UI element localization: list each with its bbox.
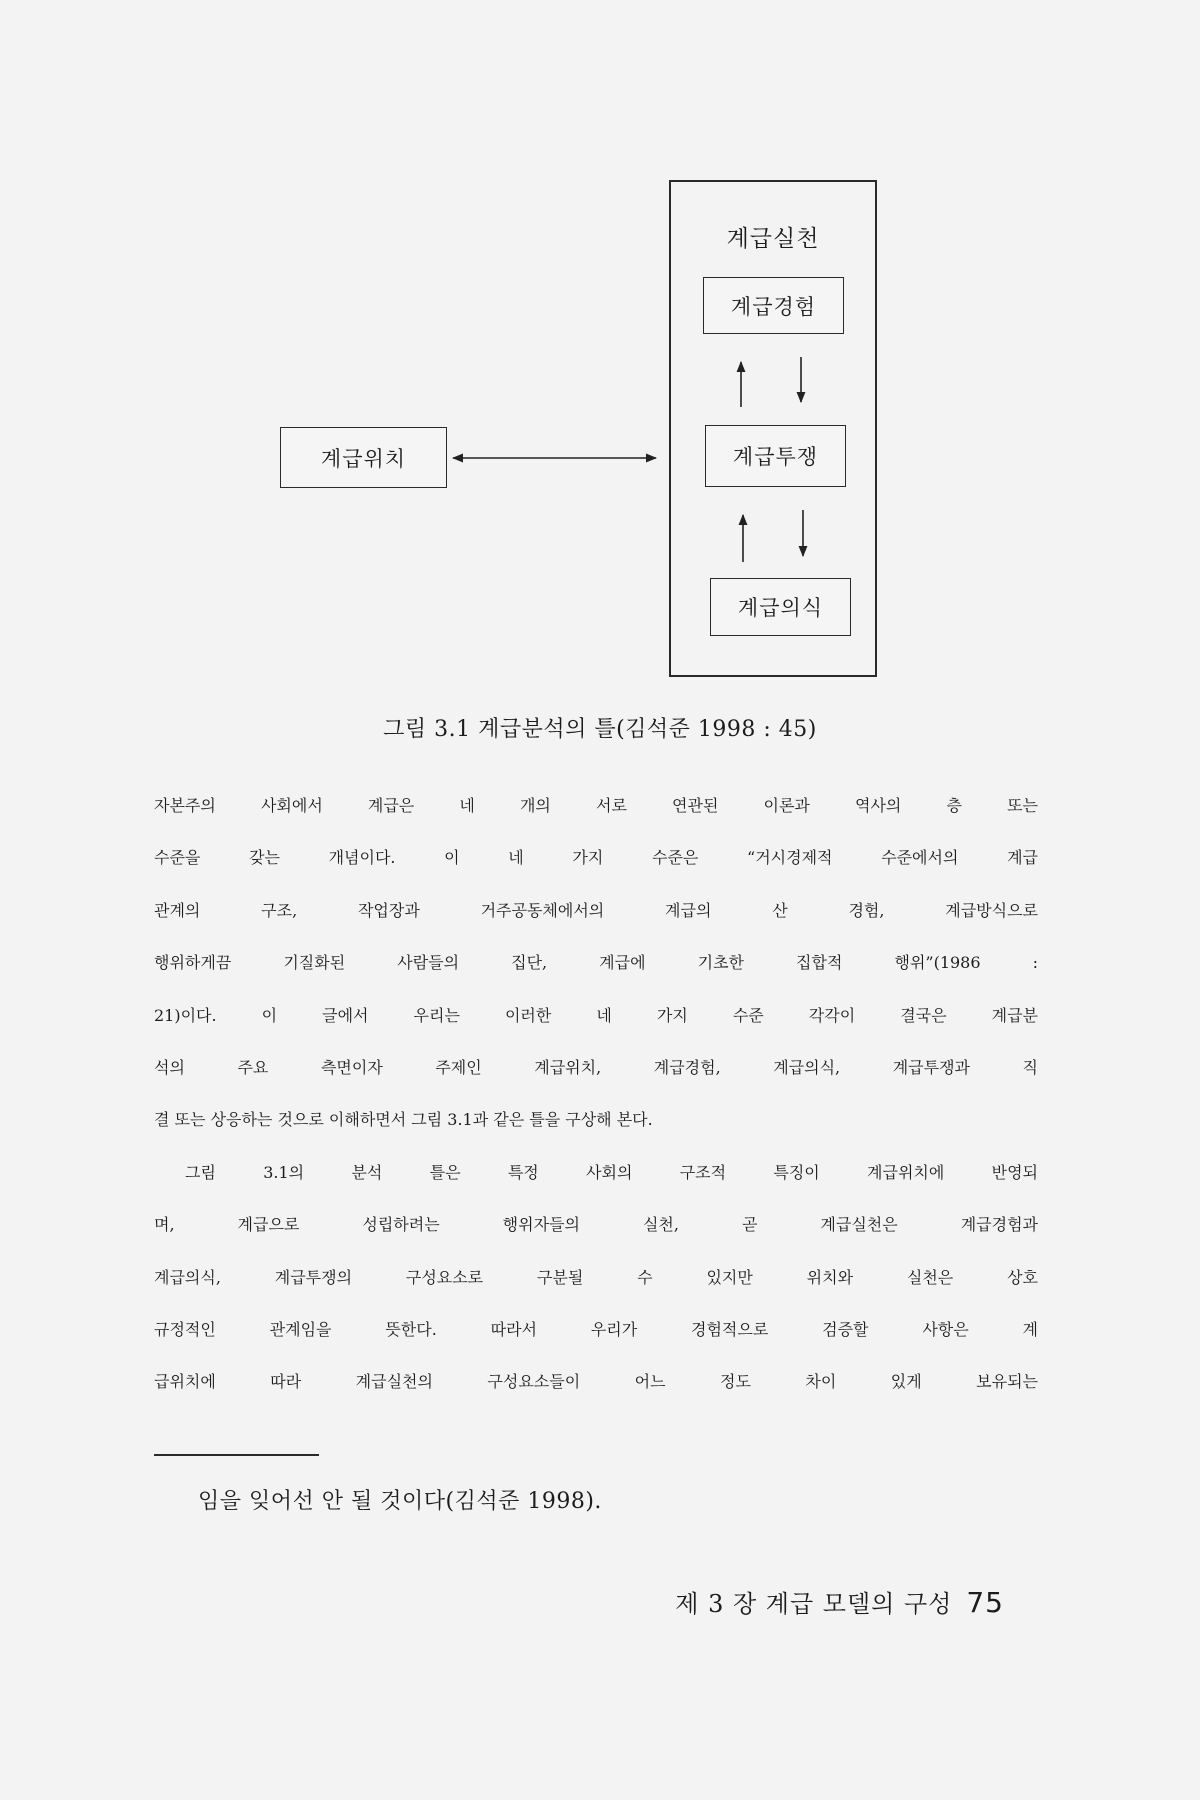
figure-caption: 그림 3.1 계급분석의 틀(김석준 1998 : 45) xyxy=(383,717,817,742)
figure-arrows xyxy=(0,0,1200,760)
body-line: 규정적인 관계임을 뜻한다. 따라서 우리가 경험적으로 검증할 사항은 계 xyxy=(154,1319,1038,1339)
body-line: 21)이다. 이 글에서 우리는 이러한 네 가지 수준 각각이 결국은 계급분 xyxy=(154,1005,1038,1025)
body-line: 결 또는 상응하는 것으로 이해하면서 그림 3.1과 같은 틀을 구상해 본다. xyxy=(154,1110,653,1130)
running-footer xyxy=(675,1584,1004,1619)
class-consciousness-label: 계급의식 xyxy=(737,596,824,620)
body-line: 계급의식, 계급투쟁의 구성요소로 구분될 수 있지만 위치와 실천은 상호 xyxy=(154,1267,1038,1287)
class-struggle-label: 계급투쟁 xyxy=(732,445,819,469)
class-practice-title: 계급실천 xyxy=(726,226,820,252)
body-line: 급위치에 따라 계급실천의 구성요소들이 어느 정도 차이 있게 보유되는 xyxy=(154,1372,1038,1392)
body-line: 그림 3.1의 분석 틀은 특정 사회의 구조적 특징이 계급위치에 반영되 xyxy=(185,1162,1038,1182)
body-line: 행위하게끔 기질화된 사람들의 집단, 계급에 기초한 집합적 행위”(1986 : xyxy=(154,953,1038,973)
figure-class-analysis-framework xyxy=(0,0,1200,760)
class-experience-label: 계급경험 xyxy=(730,294,817,319)
body-line: 며, 계급으로 성립하려는 행위자들의 실천, 곧 계급실천은 계급경험과 xyxy=(154,1215,1038,1235)
page-number: 75 xyxy=(966,1586,1004,1619)
body-line: 수준을 갖는 개념이다. 이 네 가지 수준은 “거시경제적 수준에서의 계급 xyxy=(154,848,1038,868)
body-line: 자본주의 사회에서 계급은 네 개의 서로 연관된 이론과 역사의 층 또는 xyxy=(154,796,1038,815)
class-position-label: 계급위치 xyxy=(320,446,407,471)
body-text xyxy=(154,793,1038,1422)
body-line: 관계의 구조, 작업장과 거주공동체에서의 계급의 산 경험, 계급방식으로 xyxy=(154,900,1038,920)
footnote-rule xyxy=(154,1454,319,1456)
running-title: 제 3 장 계급 모델의 구성 xyxy=(675,1590,953,1618)
body-line: 석의 주요 측면이자 주제인 계급위치, 계급경험, 계급의식, 계급투쟁과 직 xyxy=(154,1057,1038,1077)
footnote-text: 임을 잊어선 안 될 것이다(김석준 1998). xyxy=(198,1489,602,1514)
